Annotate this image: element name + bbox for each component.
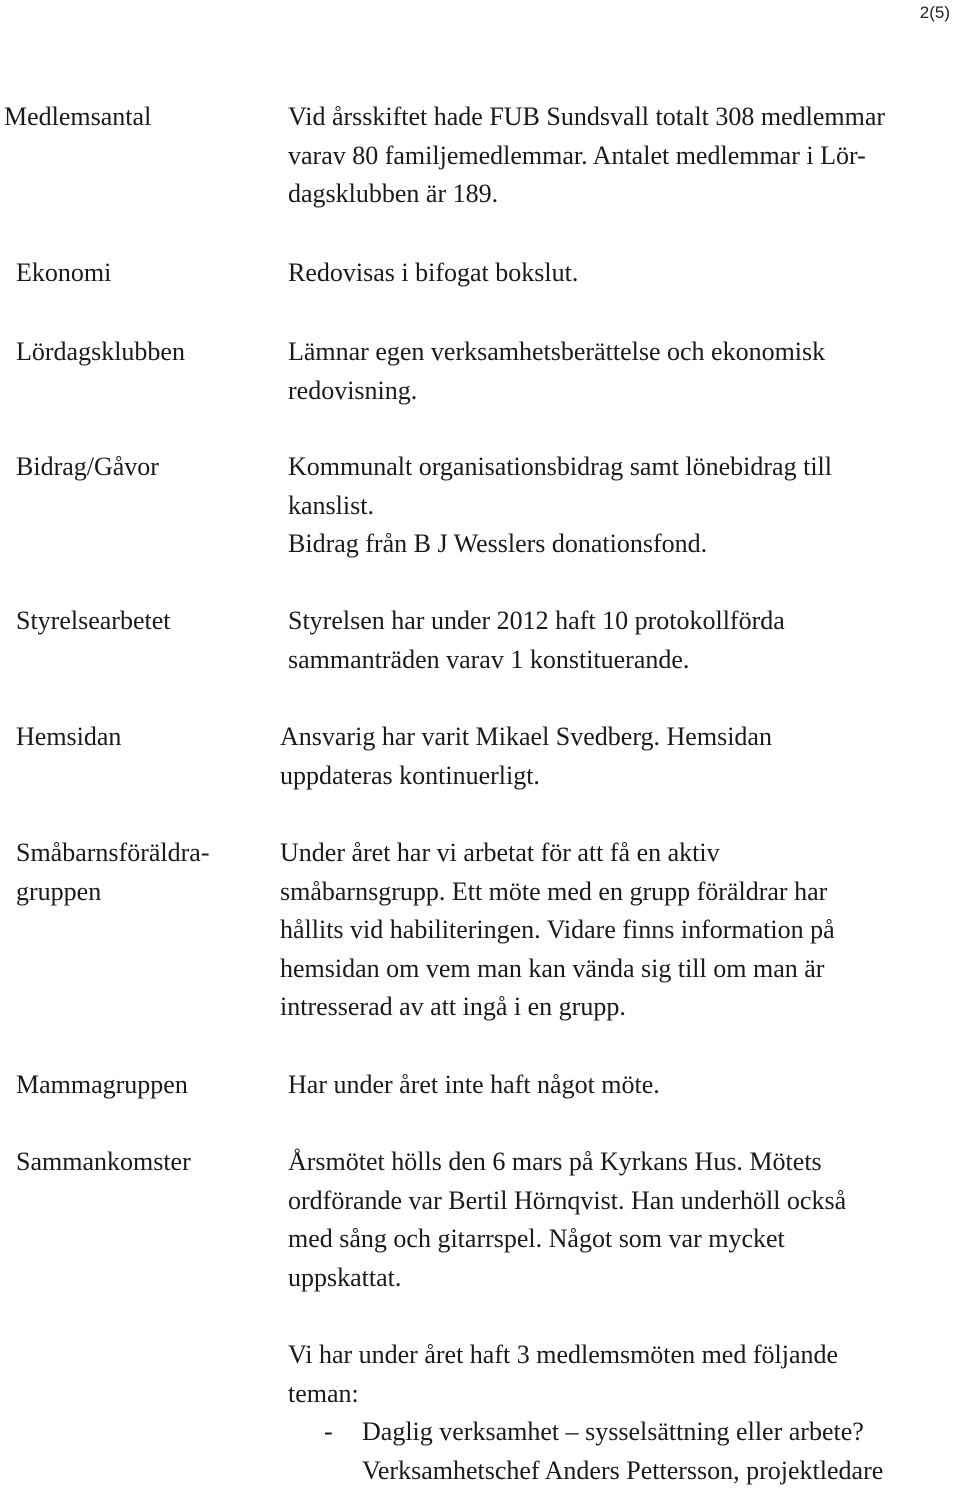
- label-line: Småbarnsföräldra-: [16, 834, 256, 873]
- text-line: Vid årsskiftet hade FUB Sundsvall totalt 308 medlemmar: [288, 98, 958, 137]
- meeting-topic-item: [288, 1413, 958, 1490]
- section-label-styrelsearbetet: Styrelsearbetet: [16, 602, 256, 641]
- text-line: dagsklubben är 189.: [288, 175, 958, 214]
- section-label-hemsidan: Hemsidan: [16, 718, 256, 757]
- text-line: med sång och gitarrspel. Något som var mycket: [288, 1220, 958, 1259]
- section-label-ekonomi: Ekonomi: [16, 254, 256, 293]
- section-text-bidrag: [288, 448, 958, 564]
- text-line: Redovisas i bifogat bokslut.: [288, 254, 958, 293]
- section-text-styrelsearbetet: [288, 602, 958, 679]
- bullet-line: Daglig verksamhet – sysselsättning eller arbete?: [288, 1413, 958, 1452]
- section-label-medlemsantal: Medlemsantal: [4, 98, 244, 137]
- text-line: sammanträden varav 1 konstituerande.: [288, 641, 958, 680]
- text-line: kanslist.: [288, 487, 958, 526]
- page-number: 2(5): [920, 2, 950, 24]
- label-line: gruppen: [16, 873, 256, 912]
- section-label-lordagsklubben: Lördagsklubben: [16, 333, 256, 372]
- text-line: uppskattat.: [288, 1259, 958, 1298]
- text-line: Ansvarig har varit Mikael Svedberg. Hemsidan: [280, 718, 950, 757]
- bullet-dash: -: [324, 1413, 333, 1452]
- text-line: hållits vid habiliteringen. Vidare finns information på: [280, 911, 950, 950]
- text-line: Har under året inte haft något möte.: [288, 1066, 958, 1105]
- text-line: Årsmötet hölls den 6 mars på Kyrkans Hus. Mötets: [288, 1143, 958, 1182]
- section-text-hemsidan: [280, 718, 950, 795]
- text-line: Under året har vi arbetat för att få en aktiv: [280, 834, 950, 873]
- text-line: Kommunalt organisationsbidrag samt lönebidrag till: [288, 448, 958, 487]
- text-line: Styrelsen har under 2012 haft 10 protokollförda: [288, 602, 958, 641]
- text-line: varav 80 familjemedlemmar. Antalet medlemmar i Lör-: [288, 137, 958, 176]
- text-line: ordförande var Bertil Hörnqvist. Han underhöll också: [288, 1182, 958, 1221]
- section-label-sammankomster: Sammankomster: [16, 1143, 256, 1182]
- section-label-bidrag: Bidrag/Gåvor: [16, 448, 256, 487]
- text-line: intresserad av att ingå i en grupp.: [280, 988, 950, 1027]
- section-text-ekonomi: [288, 254, 958, 293]
- text-line: uppdateras kontinuerligt.: [280, 757, 950, 796]
- section-text-smabarn: [280, 834, 950, 1027]
- text-line: Lämnar egen verksamhetsberättelse och ekonomisk: [288, 333, 958, 372]
- section-text-mammagruppen: [288, 1066, 958, 1105]
- bullet-line: Verksamhetschef Anders Pettersson, projektledare: [288, 1452, 958, 1490]
- meetings-paragraph: [288, 1336, 958, 1490]
- text-line: teman:: [288, 1375, 958, 1414]
- text-line: Vi har under året haft 3 medlemsmöten med följande: [288, 1336, 958, 1375]
- text-line: småbarnsgrupp. Ett möte med en grupp föräldrar har: [280, 873, 950, 912]
- section-label-smabarn: [16, 834, 256, 911]
- text-line: redovisning.: [288, 372, 958, 411]
- text-line: hemsidan om vem man kan vända sig till om man är: [280, 950, 950, 989]
- section-text-lordagsklubben: [288, 333, 958, 410]
- section-text-medlemsantal: [288, 98, 958, 214]
- text-line: Bidrag från B J Wesslers donationsfond.: [288, 525, 958, 564]
- section-label-mammagruppen: Mammagruppen: [16, 1066, 256, 1105]
- section-text-sammankomster: [288, 1143, 958, 1297]
